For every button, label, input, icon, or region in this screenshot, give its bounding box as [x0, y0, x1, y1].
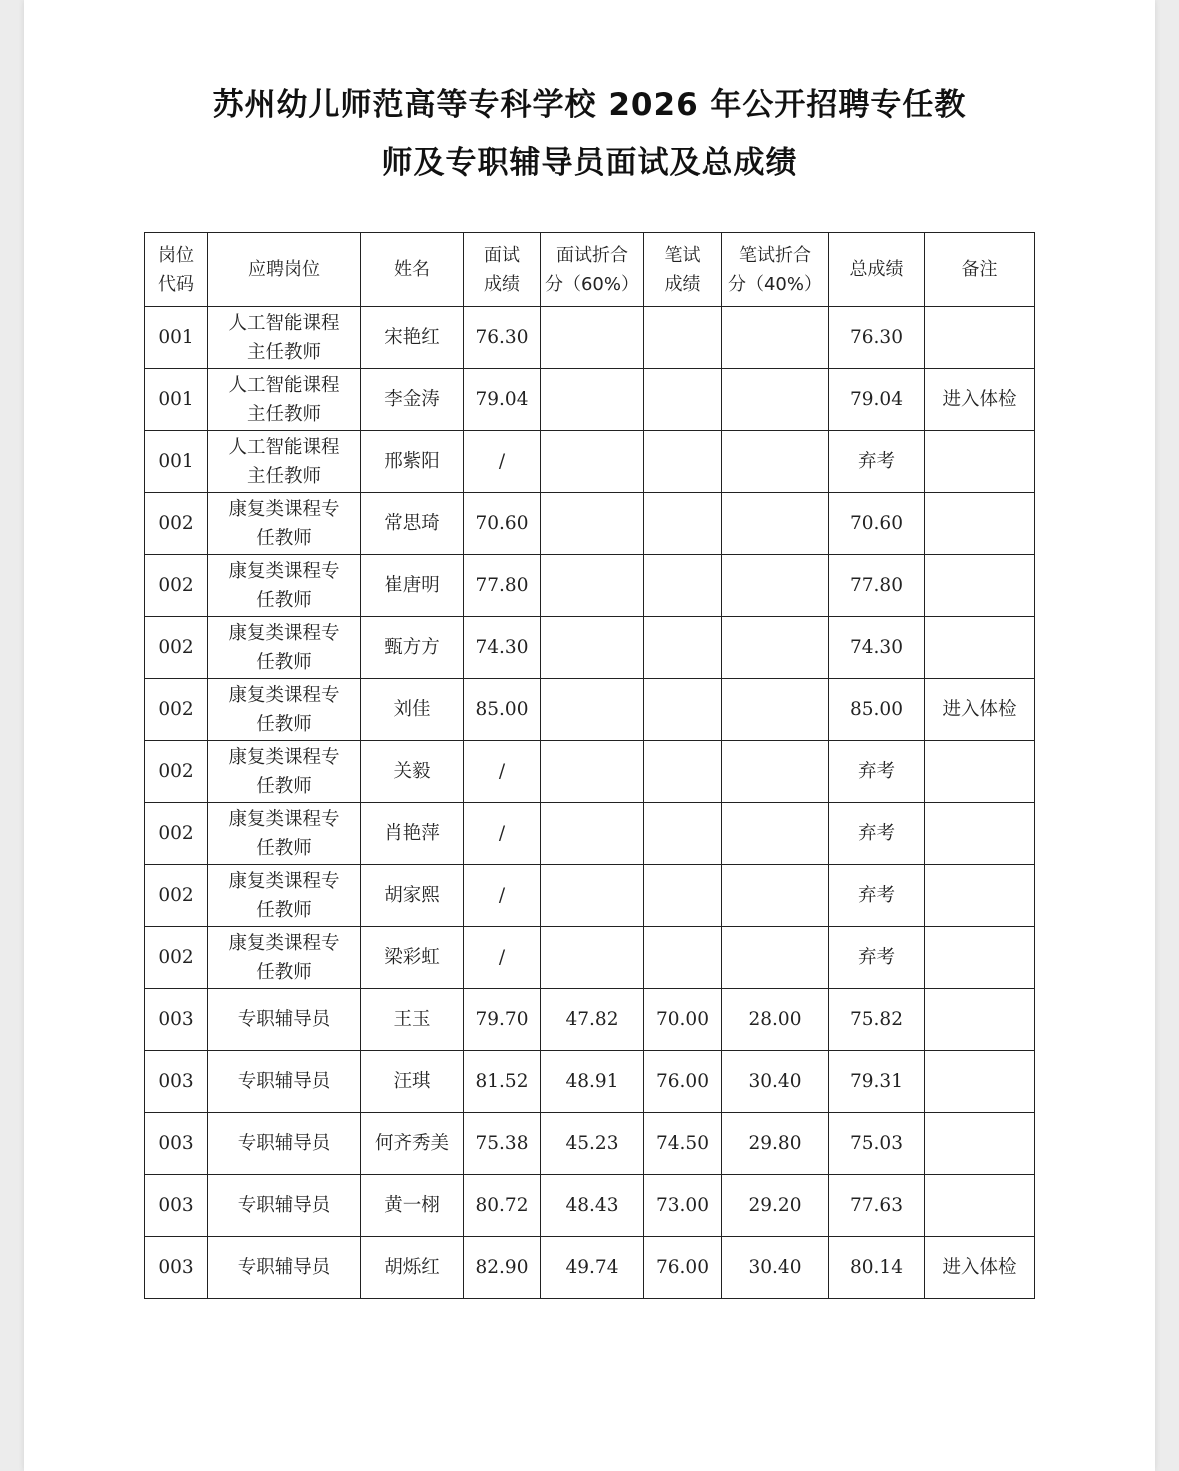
cell-interview-score: 80.72	[464, 1175, 541, 1237]
cell-name: 胡烁红	[361, 1237, 464, 1299]
table-row	[145, 555, 1035, 617]
cell-total-score: 弃考	[829, 741, 925, 803]
table-row	[145, 989, 1035, 1051]
cell-interview-weighted: 47.82	[541, 989, 644, 1051]
cell-position-code: 002	[145, 679, 208, 741]
cell-name: 肖艳萍	[361, 803, 464, 865]
cell-written-score: 70.00	[644, 989, 722, 1051]
cell-written-score	[644, 927, 722, 989]
cell-total-score: 75.03	[829, 1113, 925, 1175]
cell-name: 宋艳红	[361, 307, 464, 369]
cell-remarks	[925, 803, 1035, 865]
cell-interview-score: /	[464, 865, 541, 927]
cell-remarks	[925, 617, 1035, 679]
cell-position-code: 002	[145, 803, 208, 865]
cell-remarks	[925, 431, 1035, 493]
cell-total-score: 80.14	[829, 1237, 925, 1299]
cell-written-score	[644, 431, 722, 493]
cell-interview-score: /	[464, 741, 541, 803]
cell-written-score	[644, 741, 722, 803]
cell-position: 专职辅导员	[208, 989, 361, 1051]
cell-interview-score: /	[464, 927, 541, 989]
table-row	[145, 1051, 1035, 1113]
cell-position: 专职辅导员	[208, 1051, 361, 1113]
cell-interview-weighted	[541, 741, 644, 803]
cell-interview-score: 76.30	[464, 307, 541, 369]
cell-name: 王玉	[361, 989, 464, 1051]
table-row	[145, 493, 1035, 555]
cell-position: 人工智能课程 主任教师	[208, 431, 361, 493]
cell-total-score: 弃考	[829, 865, 925, 927]
cell-total-score: 70.60	[829, 493, 925, 555]
cell-total-score: 弃考	[829, 431, 925, 493]
cell-remarks	[925, 493, 1035, 555]
cell-written-score	[644, 369, 722, 431]
cell-written-weighted: 30.40	[722, 1051, 829, 1113]
cell-position: 专职辅导员	[208, 1175, 361, 1237]
cell-position: 康复类课程专 任教师	[208, 927, 361, 989]
cell-position-code: 003	[145, 1237, 208, 1299]
cell-written-weighted	[722, 431, 829, 493]
cell-position: 康复类课程专 任教师	[208, 741, 361, 803]
cell-remarks: 进入体检	[925, 369, 1035, 431]
cell-written-score	[644, 555, 722, 617]
cell-written-weighted	[722, 493, 829, 555]
table-row	[145, 803, 1035, 865]
header-written-weighted: 笔试折合 分（40%）	[722, 233, 829, 307]
cell-written-weighted	[722, 617, 829, 679]
cell-total-score: 弃考	[829, 803, 925, 865]
cell-position: 专职辅导员	[208, 1113, 361, 1175]
cell-interview-weighted	[541, 431, 644, 493]
cell-interview-score: 81.52	[464, 1051, 541, 1113]
cell-name: 邢紫阳	[361, 431, 464, 493]
header-interview-weighted: 面试折合 分（60%）	[541, 233, 644, 307]
cell-interview-weighted	[541, 803, 644, 865]
cell-written-weighted	[722, 865, 829, 927]
cell-position-code: 002	[145, 493, 208, 555]
cell-position: 康复类课程专 任教师	[208, 865, 361, 927]
cell-interview-score: 79.04	[464, 369, 541, 431]
cell-written-weighted	[722, 307, 829, 369]
cell-remarks	[925, 1113, 1035, 1175]
cell-interview-score: 74.30	[464, 617, 541, 679]
table-row	[145, 369, 1035, 431]
table-row	[145, 1237, 1035, 1299]
title-line-2: 师及专职辅导员面试及总成绩	[381, 145, 798, 181]
cell-total-score: 弃考	[829, 927, 925, 989]
cell-remarks	[925, 307, 1035, 369]
cell-name: 关毅	[361, 741, 464, 803]
cell-name: 李金涛	[361, 369, 464, 431]
cell-written-weighted: 29.80	[722, 1113, 829, 1175]
cell-written-score	[644, 803, 722, 865]
cell-position: 康复类课程专 任教师	[208, 493, 361, 555]
cell-total-score: 79.31	[829, 1051, 925, 1113]
header-position-code: 岗位 代码	[145, 233, 208, 307]
cell-position: 康复类课程专 任教师	[208, 555, 361, 617]
cell-written-score	[644, 493, 722, 555]
cell-position: 人工智能课程 主任教师	[208, 307, 361, 369]
table-row	[145, 741, 1035, 803]
cell-name: 梁彩虹	[361, 927, 464, 989]
cell-position: 专职辅导员	[208, 1237, 361, 1299]
cell-remarks	[925, 1175, 1035, 1237]
cell-position-code: 002	[145, 555, 208, 617]
document-title	[24, 76, 1155, 192]
header-remarks: 备注	[925, 233, 1035, 307]
table-row	[145, 1175, 1035, 1237]
cell-written-weighted	[722, 803, 829, 865]
cell-written-weighted	[722, 369, 829, 431]
cell-remarks	[925, 865, 1035, 927]
cell-remarks	[925, 555, 1035, 617]
cell-remarks	[925, 989, 1035, 1051]
cell-interview-weighted	[541, 865, 644, 927]
cell-interview-weighted	[541, 927, 644, 989]
cell-position-code: 002	[145, 865, 208, 927]
cell-interview-score: /	[464, 431, 541, 493]
cell-interview-score: 85.00	[464, 679, 541, 741]
table-header-row	[145, 233, 1035, 307]
cell-interview-weighted	[541, 617, 644, 679]
table-row	[145, 865, 1035, 927]
cell-interview-weighted: 48.91	[541, 1051, 644, 1113]
cell-written-weighted	[722, 679, 829, 741]
cell-total-score: 77.63	[829, 1175, 925, 1237]
table-row	[145, 431, 1035, 493]
cell-written-weighted	[722, 741, 829, 803]
cell-total-score: 76.30	[829, 307, 925, 369]
cell-interview-weighted	[541, 679, 644, 741]
cell-remarks	[925, 1051, 1035, 1113]
table-body	[145, 307, 1035, 1299]
cell-total-score: 75.82	[829, 989, 925, 1051]
table-row	[145, 307, 1035, 369]
document-page	[24, 0, 1155, 1471]
cell-name: 何齐秀美	[361, 1113, 464, 1175]
cell-name: 胡家熙	[361, 865, 464, 927]
cell-written-score	[644, 679, 722, 741]
cell-written-weighted	[722, 555, 829, 617]
header-total-score: 总成绩	[829, 233, 925, 307]
cell-interview-weighted	[541, 369, 644, 431]
cell-position-code: 003	[145, 1175, 208, 1237]
header-position: 应聘岗位	[208, 233, 361, 307]
cell-written-score: 74.50	[644, 1113, 722, 1175]
cell-total-score: 77.80	[829, 555, 925, 617]
cell-interview-weighted	[541, 555, 644, 617]
cell-written-score: 76.00	[644, 1051, 722, 1113]
cell-interview-weighted	[541, 493, 644, 555]
cell-remarks: 进入体检	[925, 1237, 1035, 1299]
cell-name: 甄方方	[361, 617, 464, 679]
cell-total-score: 74.30	[829, 617, 925, 679]
cell-interview-score: /	[464, 803, 541, 865]
cell-written-score	[644, 865, 722, 927]
cell-written-score	[644, 617, 722, 679]
cell-interview-score: 75.38	[464, 1113, 541, 1175]
cell-name: 黄一栩	[361, 1175, 464, 1237]
cell-written-score	[644, 307, 722, 369]
cell-remarks	[925, 741, 1035, 803]
cell-position-code: 002	[145, 617, 208, 679]
header-written-score: 笔试 成绩	[644, 233, 722, 307]
cell-position: 康复类课程专 任教师	[208, 803, 361, 865]
table-row	[145, 1113, 1035, 1175]
cell-position-code: 001	[145, 431, 208, 493]
cell-position-code: 002	[145, 741, 208, 803]
cell-position-code: 003	[145, 989, 208, 1051]
cell-written-score: 73.00	[644, 1175, 722, 1237]
cell-remarks	[925, 927, 1035, 989]
cell-position-code: 003	[145, 1051, 208, 1113]
cell-position: 人工智能课程 主任教师	[208, 369, 361, 431]
cell-interview-weighted: 45.23	[541, 1113, 644, 1175]
cell-total-score: 85.00	[829, 679, 925, 741]
cell-total-score: 79.04	[829, 369, 925, 431]
header-name: 姓名	[361, 233, 464, 307]
results-table	[144, 232, 1035, 1299]
cell-name: 汪琪	[361, 1051, 464, 1113]
cell-written-weighted: 28.00	[722, 989, 829, 1051]
cell-written-weighted	[722, 927, 829, 989]
cell-interview-score: 70.60	[464, 493, 541, 555]
cell-remarks: 进入体检	[925, 679, 1035, 741]
cell-interview-score: 82.90	[464, 1237, 541, 1299]
title-line-1: 苏州幼儿师范高等专科学校 2026 年公开招聘专任教	[212, 87, 967, 123]
cell-interview-score: 77.80	[464, 555, 541, 617]
cell-interview-weighted: 48.43	[541, 1175, 644, 1237]
table-row	[145, 927, 1035, 989]
header-interview-score: 面试 成绩	[464, 233, 541, 307]
cell-written-weighted: 29.20	[722, 1175, 829, 1237]
table-row	[145, 617, 1035, 679]
cell-written-weighted: 30.40	[722, 1237, 829, 1299]
cell-interview-weighted: 49.74	[541, 1237, 644, 1299]
cell-position: 康复类课程专 任教师	[208, 679, 361, 741]
cell-position-code: 002	[145, 927, 208, 989]
cell-position-code: 003	[145, 1113, 208, 1175]
cell-position: 康复类课程专 任教师	[208, 617, 361, 679]
table-row	[145, 679, 1035, 741]
cell-position-code: 001	[145, 307, 208, 369]
cell-position-code: 001	[145, 369, 208, 431]
cell-name: 刘佳	[361, 679, 464, 741]
cell-interview-score: 79.70	[464, 989, 541, 1051]
cell-name: 崔唐明	[361, 555, 464, 617]
cell-interview-weighted	[541, 307, 644, 369]
cell-name: 常思琦	[361, 493, 464, 555]
cell-written-score: 76.00	[644, 1237, 722, 1299]
